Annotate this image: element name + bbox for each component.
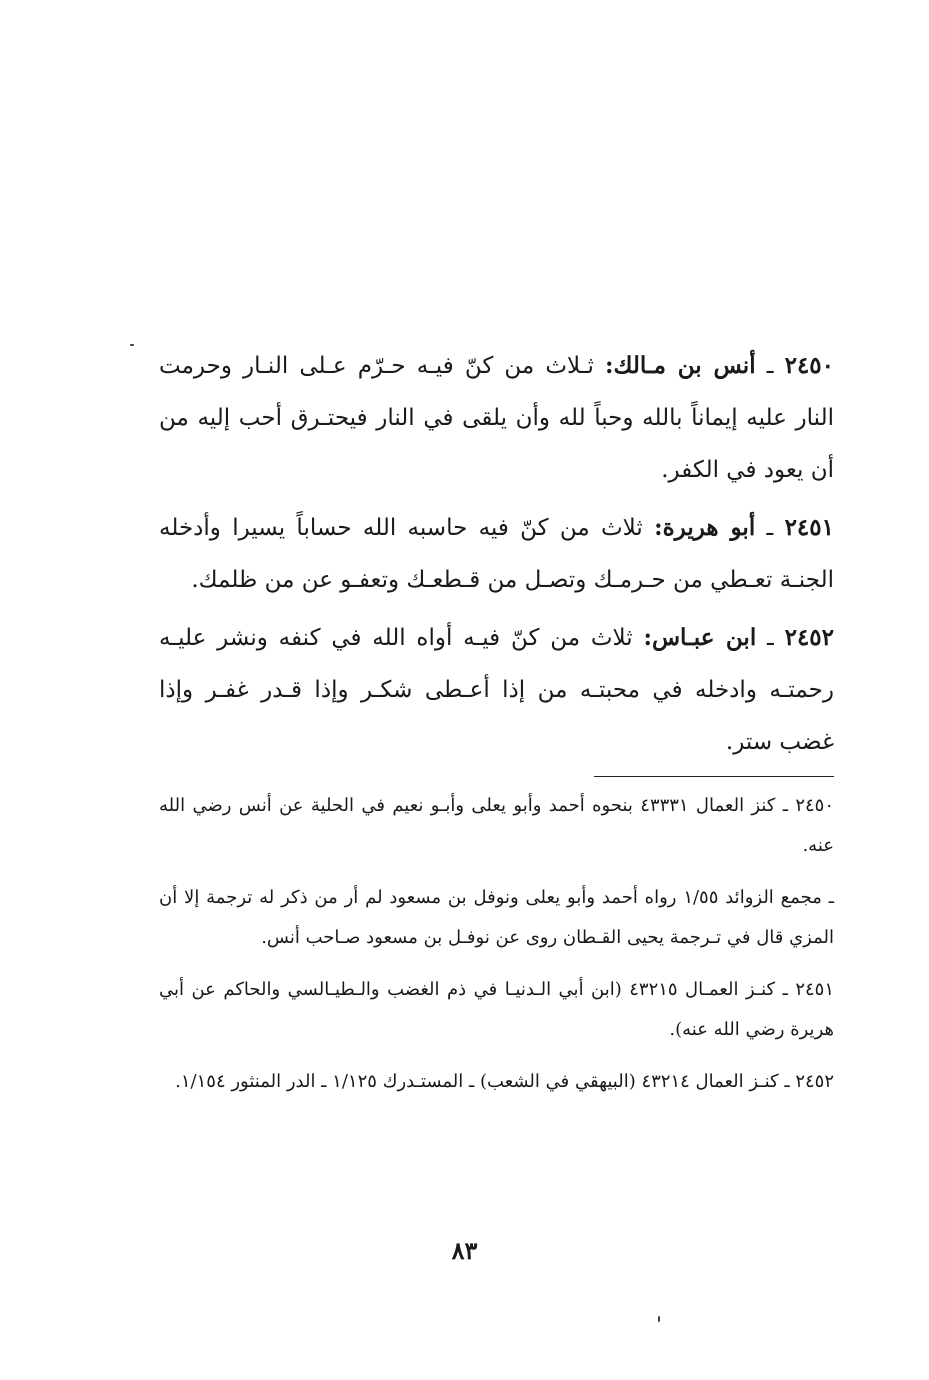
entry-narrator: أنس بن مـالك: bbox=[605, 352, 756, 379]
entry-number: ٢٤٥٠ bbox=[784, 352, 835, 379]
entry-narrator: أبو هريرة: bbox=[654, 514, 756, 541]
entry-text: ثلاث من كنّ فيه حاسبه الله حساباً يسيرا وأدخله الجنـة تعـطي من حـرمـك وتصـل من قـطعـك وتعفـو عن من ظلمك. bbox=[159, 515, 834, 593]
entry-text: ثـلاث من كنّ فيـه حـرّم عـلى النـار وحرمت النار عليه إيماناً بالله وحباً لله وأن يلقى في النار فيحتـرق أحب إليه من أن يعود في الكفر. bbox=[159, 353, 834, 483]
scan-speck bbox=[130, 344, 134, 346]
entry-2450 bbox=[159, 340, 834, 496]
entry-dash: ـ bbox=[755, 353, 774, 379]
entry-dash: ـ bbox=[755, 515, 774, 541]
entry-number: ٢٤٥١ bbox=[784, 514, 834, 541]
entry-dash: ـ bbox=[756, 625, 774, 651]
footnote-2452: ٢٤٥٢ ـ كنـز العمال ٤٣٢١٤ (البيهقي في الشعب) ـ المستـدرك ١/١٢٥ ـ الدر المنثور ١/١٥٤. bbox=[175, 1071, 834, 1092]
entry-number: ٢٤٥٢ bbox=[784, 624, 835, 651]
entry-2452 bbox=[159, 612, 834, 768]
entry-text: ثلاث من كنّ فيـه أواه الله في كنفه ونشر عليـه رحمتـه وادخله في محبتـه من إذا أعـطى شكـر وإذا قـدر غفـر وإذا غضب ستر. bbox=[159, 625, 834, 755]
page-number: ٨٣ bbox=[451, 1236, 478, 1265]
scan-speck bbox=[658, 1316, 660, 1322]
footnotes bbox=[159, 786, 834, 1114]
footnote-2450: ٢٤٥٠ ـ كنز العمال ٤٣٣٣١ بنحوه أحمد وأبو يعلى وأبـو نعيم في الحلية عن أنس رضي الله عنه. bbox=[159, 795, 834, 856]
footnote-2451: ٢٤٥١ ـ كنـز العمـال ٤٣٢١٥ (ابن أبي الـدنيـا في ذم الغضب والـطيـالسي والحاكم عن أبي هريرة رضي الله عنه). bbox=[159, 979, 834, 1040]
footnote-divider bbox=[594, 776, 834, 777]
entry-2451 bbox=[159, 502, 834, 606]
footnote-2450-continued: ـ مجمع الزوائد ١/٥٥ رواه أحمد وأبو يعلى ونوفل بن مسعود لم أر من ذكر له ترجمة إلا أن المزي قال في تـرجمة يحيى القـطان روى عن نوفـل بن مسعود صـاحب أنس. bbox=[159, 887, 834, 948]
entry-narrator: ابن عبـاس: bbox=[643, 624, 757, 651]
main-text bbox=[159, 340, 834, 774]
